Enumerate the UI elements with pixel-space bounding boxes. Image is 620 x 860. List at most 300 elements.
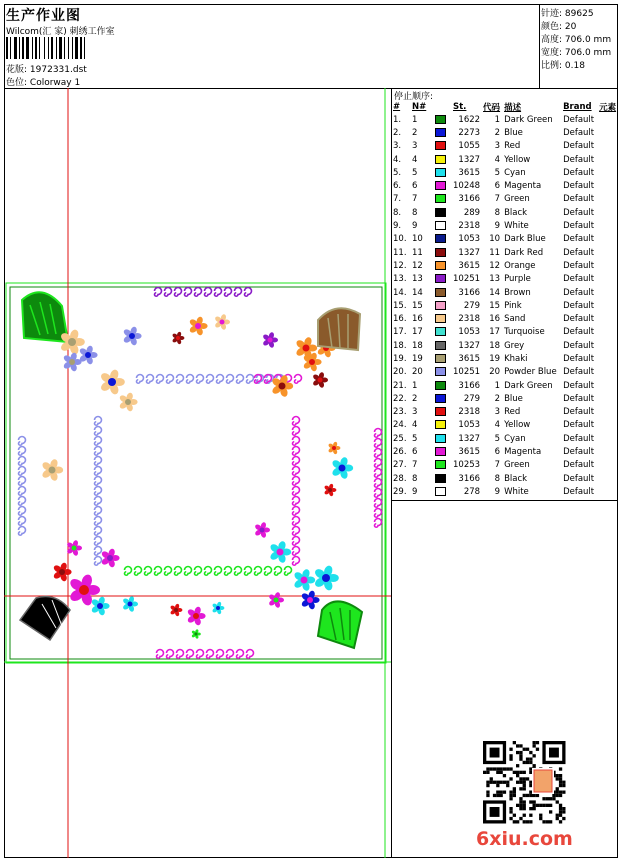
- row-brand: Default: [563, 194, 595, 205]
- row-index: 20.: [393, 367, 407, 378]
- scroll-ornament: [167, 650, 174, 659]
- flower-motif: [312, 372, 328, 389]
- row-code: 20: [489, 367, 501, 378]
- row-brand: Default: [563, 460, 595, 471]
- scroll-ornament: [227, 650, 234, 659]
- row-code: 14: [489, 287, 501, 298]
- row-index: 15.: [393, 300, 407, 311]
- flower-motif: [331, 456, 353, 479]
- col-element: 元素: [599, 102, 617, 113]
- scroll-ornament: [295, 375, 302, 384]
- height-value: 706.0 mm: [564, 35, 612, 45]
- row-brand: Default: [563, 114, 595, 125]
- scroll-ornament: [19, 487, 26, 496]
- row-needle: 12: [412, 260, 423, 271]
- design-name: 1972331.dst: [29, 65, 87, 75]
- flower-motif: [122, 326, 141, 346]
- row-index: 6.: [393, 181, 402, 192]
- row-brand: Default: [563, 433, 595, 444]
- scroll-ornament: [165, 567, 172, 576]
- scroll-ornament: [275, 567, 282, 576]
- worksheet-title: 生产作业图: [6, 8, 81, 24]
- scroll-ornament: [145, 567, 152, 576]
- row-brand: Default: [563, 486, 595, 497]
- flower-motif: [262, 332, 278, 349]
- row-needle: 11: [412, 247, 423, 258]
- col-code: 代码: [483, 102, 501, 113]
- scroll-ornament: [19, 527, 26, 536]
- scroll-ornament: [187, 650, 194, 659]
- row-brand: Default: [563, 221, 595, 232]
- scroll-ornament: [165, 288, 172, 297]
- scroll-ornament: [245, 288, 252, 297]
- scroll-ornament: [157, 375, 164, 384]
- row-needle: 15: [412, 300, 423, 311]
- row-needle: 1: [412, 380, 418, 391]
- row-code: 6: [494, 447, 501, 458]
- row-description: Black: [504, 207, 528, 218]
- width-label: 宽度:: [541, 48, 563, 58]
- scroll-ornament: [19, 457, 26, 466]
- scroll-ornament: [245, 567, 252, 576]
- row-needle: 17: [412, 327, 423, 338]
- scroll-ornament: [185, 288, 192, 297]
- row-index: 22.: [393, 393, 407, 404]
- row-code: 5: [494, 167, 501, 178]
- flower-motif: [254, 522, 270, 539]
- bottom-left-birdcage: [20, 597, 70, 641]
- width-value: 706.0 mm: [564, 48, 612, 58]
- row-index: 3.: [393, 141, 402, 152]
- row-stitches: 3615: [458, 447, 481, 458]
- scroll-ornament: [19, 437, 26, 446]
- row-stitches: 1055: [458, 141, 481, 152]
- row-stitches: 1622: [458, 114, 481, 125]
- scroll-ornament: [19, 447, 26, 456]
- scroll-ornament: [293, 497, 300, 506]
- row-description: Yellow: [504, 154, 531, 165]
- scroll-ornament: [95, 547, 102, 556]
- scroll-ornament: [207, 650, 214, 659]
- flower-motif: [214, 314, 230, 331]
- flower-motif: [100, 548, 119, 568]
- row-code: 16: [489, 314, 501, 325]
- scroll-ornament: [293, 427, 300, 436]
- row-needle: 19: [412, 353, 423, 364]
- row-brand: Default: [563, 473, 595, 484]
- row-code: 6: [494, 181, 501, 192]
- row-stitches: 3615: [458, 353, 481, 364]
- row-description: White: [504, 221, 529, 232]
- scroll-ornament: [197, 375, 204, 384]
- row-brand: Default: [563, 447, 595, 458]
- row-needle: 4: [412, 420, 418, 431]
- scroll-ornament: [215, 567, 222, 576]
- flower-motif: [118, 392, 137, 412]
- row-stitches: 1327: [458, 433, 481, 444]
- row-index: 4.: [393, 154, 402, 165]
- scroll-ornament: [215, 288, 222, 297]
- scroll-ornament: [227, 375, 234, 384]
- row-description: Black: [504, 473, 528, 484]
- scroll-ornament: [375, 479, 382, 488]
- scroll-ornament: [375, 499, 382, 508]
- scroll-ornament: [177, 650, 184, 659]
- scroll-ornament: [375, 519, 382, 528]
- row-code: 2: [494, 393, 501, 404]
- row-needle: 18: [412, 340, 423, 351]
- col-index: #: [393, 101, 401, 112]
- row-code: 5: [494, 433, 501, 444]
- row-description: Blue: [504, 393, 523, 404]
- row-index: 23.: [393, 407, 407, 418]
- row-index: 7.: [393, 194, 402, 205]
- row-needle: 7: [412, 194, 418, 205]
- row-brand: Default: [563, 260, 595, 271]
- row-description: White: [504, 486, 529, 497]
- row-stitches: 1053: [458, 327, 481, 338]
- row-brand: Default: [563, 127, 595, 138]
- col-brand: Brand: [563, 101, 592, 112]
- scroll-ornament: [147, 375, 154, 384]
- scroll-ornament: [195, 288, 202, 297]
- scroll-ornament: [293, 517, 300, 526]
- scroll-ornament: [293, 547, 300, 556]
- scroll-ornament: [375, 449, 382, 458]
- row-needle: 7: [412, 460, 418, 471]
- scroll-ornament: [293, 527, 300, 536]
- scroll-ornament: [375, 429, 382, 438]
- scroll-ornament: [247, 650, 254, 659]
- row-index: 19.: [393, 353, 407, 364]
- row-index: 28.: [393, 473, 407, 484]
- row-description: Dark Green: [504, 114, 553, 125]
- scroll-ornament: [95, 557, 102, 566]
- row-brand: Default: [563, 340, 595, 351]
- row-description: Turquoise: [504, 327, 545, 338]
- row-brand: Default: [563, 314, 595, 325]
- scroll-ornament: [95, 467, 102, 476]
- row-brand: Default: [563, 353, 595, 364]
- row-code: 2: [494, 127, 501, 138]
- row-needle: 20: [412, 367, 423, 378]
- row-description: Grey: [504, 340, 525, 351]
- flower-motif: [41, 458, 63, 481]
- col-description: 描述: [504, 102, 522, 113]
- scroll-ornament: [175, 288, 182, 297]
- scroll-ornament: [19, 517, 26, 526]
- scroll-ornament: [187, 375, 194, 384]
- row-code: 15: [489, 300, 501, 311]
- row-needle: 3: [412, 407, 418, 418]
- row-index: 21.: [393, 380, 407, 391]
- scroll-ornament: [205, 567, 212, 576]
- row-brand: Default: [563, 420, 595, 431]
- scroll-ornament: [293, 477, 300, 486]
- scroll-ornament: [95, 487, 102, 496]
- row-description: Purple: [504, 274, 531, 285]
- scroll-ornament: [19, 497, 26, 506]
- row-code: 7: [494, 460, 501, 471]
- row-needle: 16: [412, 314, 423, 325]
- scroll-ornament: [375, 509, 382, 518]
- row-needle: 14: [412, 287, 423, 298]
- row-stitches: 2318: [458, 407, 481, 418]
- qr-code: [480, 738, 566, 824]
- row-brand: Default: [563, 247, 595, 258]
- flower-motif: [90, 596, 109, 616]
- scroll-ornament: [375, 469, 382, 478]
- row-description: Yellow: [504, 420, 531, 431]
- row-brand: Default: [563, 234, 595, 245]
- row-needle: 8: [412, 473, 418, 484]
- scroll-ornament: [293, 417, 300, 426]
- row-brand: Default: [563, 154, 595, 165]
- row-description: Dark Blue: [504, 234, 546, 245]
- flower-motif: [293, 568, 315, 591]
- row-brand: Default: [563, 327, 595, 338]
- scroll-ornament: [137, 375, 144, 384]
- scroll-ornament: [205, 288, 212, 297]
- row-brand: Default: [563, 207, 595, 218]
- row-index: 18.: [393, 340, 407, 351]
- scale-value: 0.18: [564, 61, 585, 71]
- row-needle: 4: [412, 154, 418, 165]
- design-label: 花版:: [6, 65, 28, 75]
- flower-motif: [122, 596, 138, 613]
- row-stitches: 3166: [458, 473, 481, 484]
- row-stitches: 3615: [458, 260, 481, 271]
- flower-motif: [186, 606, 205, 626]
- row-code: 9: [494, 486, 501, 497]
- row-code: 1: [494, 380, 501, 391]
- height-label: 高度:: [541, 35, 563, 45]
- scroll-ornament: [175, 567, 182, 576]
- scroll-ornament: [285, 567, 292, 576]
- row-stitches: 278: [463, 486, 481, 497]
- row-stitches: 10253: [453, 460, 481, 471]
- row-index: 14.: [393, 287, 407, 298]
- scroll-ornament: [95, 427, 102, 436]
- row-brand: Default: [563, 380, 595, 391]
- row-stitches: 2318: [458, 314, 481, 325]
- scroll-ornament: [293, 467, 300, 476]
- scroll-ornament: [95, 417, 102, 426]
- row-stitches: 10251: [453, 274, 481, 285]
- flower-motif: [300, 590, 319, 610]
- row-stitches: 1053: [458, 420, 481, 431]
- row-needle: 13: [412, 274, 423, 285]
- scroll-ornament: [293, 447, 300, 456]
- row-stitches: 3166: [458, 287, 481, 298]
- row-index: 29.: [393, 486, 407, 497]
- scroll-ornament: [167, 375, 174, 384]
- row-stitches: 1053: [458, 234, 481, 245]
- scroll-ornament: [375, 459, 382, 468]
- row-index: 26.: [393, 447, 407, 458]
- row-brand: Default: [563, 393, 595, 404]
- row-stitches: 1327: [458, 247, 481, 258]
- row-code: 3: [494, 141, 501, 152]
- row-stitches: 10251: [453, 367, 481, 378]
- row-description: Sand: [504, 314, 526, 325]
- scroll-ornament: [95, 527, 102, 536]
- flower-motif: [324, 483, 337, 496]
- row-stitches: 1327: [458, 154, 481, 165]
- row-index: 27.: [393, 460, 407, 471]
- row-needle: 9: [412, 221, 418, 232]
- stitches-label: 针迹:: [541, 9, 563, 19]
- stitches-value: 89625: [564, 9, 594, 19]
- row-brand: Default: [563, 287, 595, 298]
- scroll-ornament: [217, 650, 224, 659]
- row-brand: Default: [563, 141, 595, 152]
- scroll-ornament: [293, 437, 300, 446]
- watermark-logo: 6xiu.com: [476, 828, 573, 850]
- row-index: 12.: [393, 260, 407, 271]
- row-needle: 10: [412, 234, 423, 245]
- row-index: 25.: [393, 433, 407, 444]
- flower-motif: [269, 540, 291, 563]
- scroll-ornament: [225, 567, 232, 576]
- row-description: Red: [504, 407, 521, 418]
- scroll-ornament: [155, 288, 162, 297]
- row-index: 16.: [393, 314, 407, 325]
- row-code: 4: [494, 420, 501, 431]
- scroll-ornament: [293, 457, 300, 466]
- row-code: 10: [489, 234, 501, 245]
- top-left-birdcage: [22, 292, 68, 342]
- row-stitches: 10248: [453, 181, 481, 192]
- scroll-ornament: [95, 457, 102, 466]
- row-index: 13.: [393, 274, 407, 285]
- scroll-ornament: [95, 497, 102, 506]
- flower-motif: [170, 603, 183, 616]
- row-code: 19: [489, 353, 501, 364]
- flower-motif: [191, 629, 201, 639]
- scroll-ornament: [19, 477, 26, 486]
- scale-label: 比例:: [541, 61, 563, 71]
- row-index: 11.: [393, 247, 407, 258]
- flower-motif: [328, 441, 341, 454]
- stop-sequence-title: 停止顺序:: [394, 92, 434, 102]
- row-code: 7: [494, 194, 501, 205]
- scroll-ornament: [247, 375, 254, 384]
- row-description: Powder Blue: [504, 367, 557, 378]
- row-stitches: 279: [463, 393, 481, 404]
- row-description: Green: [504, 460, 530, 471]
- scroll-ornament: [293, 537, 300, 546]
- scroll-ornament: [255, 567, 262, 576]
- row-index: 10.: [393, 234, 407, 245]
- row-index: 5.: [393, 167, 402, 178]
- colorway-label: 色位:: [6, 78, 28, 88]
- row-needle: 6: [412, 447, 418, 458]
- row-needle: 1: [412, 114, 418, 125]
- scroll-ornament: [237, 375, 244, 384]
- row-index: 9.: [393, 221, 402, 232]
- row-description: Magenta: [504, 181, 542, 192]
- scroll-ornament: [95, 477, 102, 486]
- row-index: 1.: [393, 114, 402, 125]
- row-brand: Default: [563, 181, 595, 192]
- row-index: 24.: [393, 420, 407, 431]
- row-brand: Default: [563, 407, 595, 418]
- scroll-ornament: [157, 650, 164, 659]
- row-stitches: 3166: [458, 380, 481, 391]
- row-needle: 5: [412, 167, 418, 178]
- flower-motif: [188, 316, 207, 336]
- col-needle: N#: [412, 101, 427, 112]
- col-stitches: St.: [453, 101, 467, 112]
- row-code: 1: [494, 114, 501, 125]
- row-needle: 6: [412, 181, 418, 192]
- flower-motif: [313, 565, 339, 592]
- row-code: 17: [489, 327, 501, 338]
- row-description: Dark Green: [504, 380, 553, 391]
- row-needle: 9: [412, 486, 418, 497]
- row-needle: 8: [412, 207, 418, 218]
- scroll-ornament: [293, 487, 300, 496]
- row-description: Orange: [504, 260, 536, 271]
- bottom-right-birdcage: [318, 601, 362, 648]
- row-code: 18: [489, 340, 501, 351]
- qr-logo-stamp: [534, 770, 552, 792]
- scroll-ornament: [217, 375, 224, 384]
- row-index: 8.: [393, 207, 402, 218]
- row-code: 12: [489, 260, 501, 271]
- top-right-birdcage: [318, 308, 360, 350]
- row-code: 9: [494, 221, 501, 232]
- scroll-ornament: [207, 375, 214, 384]
- row-description: Blue: [504, 127, 523, 138]
- row-brand: Default: [563, 300, 595, 311]
- row-brand: Default: [563, 274, 595, 285]
- scroll-ornament: [197, 650, 204, 659]
- scroll-ornament: [235, 288, 242, 297]
- row-description: Pink: [504, 300, 522, 311]
- row-stitches: 3615: [458, 167, 481, 178]
- scroll-ornament: [225, 288, 232, 297]
- scroll-ornament: [135, 567, 142, 576]
- row-stitches: 2273: [458, 127, 481, 138]
- flower-motif: [268, 592, 284, 609]
- row-code: 4: [494, 154, 501, 165]
- scroll-ornament: [235, 567, 242, 576]
- scroll-ornament: [95, 537, 102, 546]
- row-stitches: 289: [463, 207, 481, 218]
- scroll-ornament: [95, 507, 102, 516]
- row-brand: Default: [563, 167, 595, 178]
- scroll-ornament: [293, 557, 300, 566]
- scroll-ornament: [237, 650, 244, 659]
- row-brand: Default: [563, 367, 595, 378]
- row-description: Magenta: [504, 447, 542, 458]
- scroll-ornament: [95, 517, 102, 526]
- row-code: 13: [489, 274, 501, 285]
- flower-motif: [212, 601, 225, 614]
- row-description: Red: [504, 141, 521, 152]
- scroll-ornament: [19, 507, 26, 516]
- scroll-ornament: [155, 567, 162, 576]
- row-description: Khaki: [504, 353, 528, 364]
- flower-motif: [52, 562, 71, 582]
- scroll-ornament: [185, 567, 192, 576]
- row-description: Dark Red: [504, 247, 544, 258]
- scroll-ornament: [177, 375, 184, 384]
- row-code: 3: [494, 407, 501, 418]
- scroll-ornament: [95, 447, 102, 456]
